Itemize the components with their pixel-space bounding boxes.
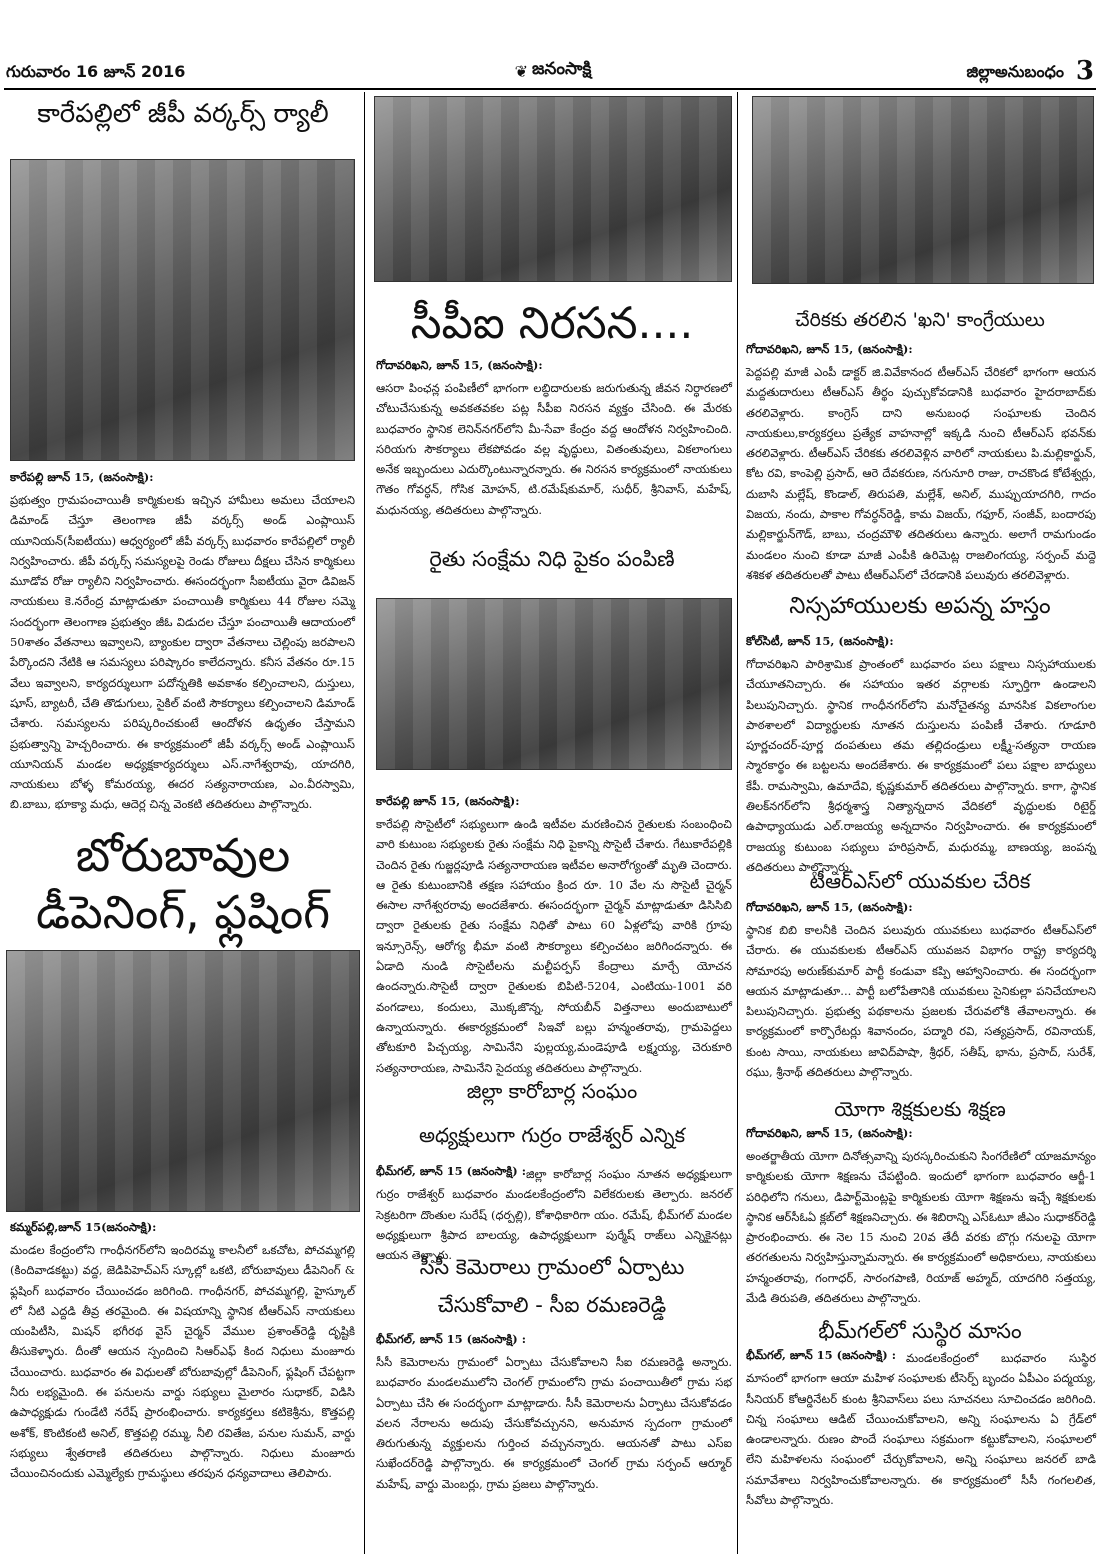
article-body: స్థానిక బిబి కాలనీకి చెందిన పలువురు యువకులు బుధవారం టీఆర్ఎస్‌లో చేరారు. ఈ యువకులకు టీఆర్ఎస్ యువజన విభాగం రాష్ట్ర కార్యదర్శి సోమారపు అరుణ్‌కుమార్ పార్టీ కండువా కప్పి ఆహ్వానించారు. ఈ సందర్భంగా ఆయన మాట్లాడుతూ... పార్టీ బలోపేతానికి యువకులు సైనికుల్లా పనిచేయాలని పిలుపునిచ్చారు. ప్రభుత్వ పథకాలను ప్రజలకు చేరువలోకి తేవాలన్నారు. ఈ కార్యక్రమంలో కార్పొరేటర్లు శివానందం, పద్మారి రవి, సత్యప్రసాద్, రవినాయక్, కుంట సాయి, నాయకులు జావిద్‌పాషా, శ్రీధర్, సతీష్, భాను, ప్రసాద్, సురేశ్, రఘు, శ్రీనాథ్ తదితరులు పాల్గొన్నారు.	[746, 923, 1096, 1080]
article-body: మండల కేంద్రంలోని గాంధీనగర్‌లోని ఇందిరమ్మ కాలనీలో ఒకచోట, పోచమ్మగల్లి (కిందివాడకట్టు) వద్ద, జెడిపిహెచ్ఎస్ స్కూల్లో ఒకటి, బోరుబావులు డీపెనింగ్ & ఫ్లషింగ్ బుధవారం చేయించడం జరిగింది. గాంధీనగర్, పోచమ్మగల్లి, హైస్కూల్ లో నీటి ఎద్దడి తీవ్ర తరమైంది. ఈ విషయాన్ని స్థానిక టీఆర్ఎస్ నాయకులు యంపిటీసి, మిషన్ భగీరథ వైస్ చైర్మన్ వేముల ప్రశాంత్‌రెడ్డి దృష్టికి తీసుకెళ్ళారు. దీంతో ఆయన స్పందించి సిఆర్ఎఫ్ కింద నిధులు మంజూరు చేయించారు. బుధవారం ఈ విధులతో బోరుబావుల్లో డీపెనింగ్, ఫ్లషింగ్ చేపట్టగా నీరు లభ్యమైంది. ఈ పనులను వార్డు సభ్యులు మైలారం సుధాకర్, విడిసి ఉపాధ్యక్షుడు గుండేటి నరేష్ ప్రారంభించారు. కార్యకర్తలు కటికెశ్రీను, కొత్తపల్లి అశోక్, కొంటికంటి అనిల్, కొత్తపల్లి రమ్ము, నీలి రవితేజ, పనుల సుమన్, వార్డు సభ్యులు శ్వేతరాణి తదితరులు పాల్గొన్నారు. నిధులు మంజూరు చేయించినందుకు ఎమ్మెల్యేకు గ్రామస్థులు తరపున ధన్యవాదాలు తెలిపారు.	[10, 1243, 355, 1481]
dateline: గోదావరిఖని, జూన్ 15, (జనంసాక్షి):	[746, 900, 913, 914]
article-body: పెద్దపల్లి మాజీ ఎంపీ డాక్టర్ జి.వివేకానంద టీఆర్ఎస్ చేరికలో భాగంగా ఆయన మద్దతుదారులు టీఆర్ఎస్ తీర్థం పుచ్చుకోవడానికి బుధవారం హైదరాబాద్‌కు తరలివెళ్లారు. కాంగ్రెస్ దాని అనుబంధ సంఘాలకు చెందిన నాయకులు,కార్యకర్తలు ప్రత్యేక వాహనాల్లో ఇక్కడి నుంచి టీఆర్ఎస్ భవన్‌కు తరలివెళ్లారు. టీఆర్ఎస్ చేరికకు తరలివెళ్లిన వారిలో నాయకులు పి.మల్లికార్జున్, కోట రవి, కాంపెల్లి ప్రసాద్, ఆరె దేవకరుణ, నగునూరి రాజు, రాచకొండ కోటేశ్వర్లు, దుబాసి మల్లేష్, కొండాల్, తిరుపతి, మల్లేశ్, అనిల్, ముప్పుయాదగిరి, గాదం విజయ, నందు, పాకాల గోవర్ధన్‌రెడ్డి, కామ విజయ్, గఫూర్, సంజీవ్, బందారపు మల్లికార్జున్‌గౌడ్, బాబు, చంద్రమౌళి తదితరులు ఉన్నారు. అలాగే రామగుండం మండలం నుంచి కూడా మాజీ ఎంపీకి ఉరిమెట్ల రాజలింగయ్య, సర్పంచ్ మద్దె శశికళ తదితరులతో పాటు టీఆర్ఎస్‌లో చేరడానికి పలువురు తరలివెళ్లారు.	[746, 365, 1096, 582]
dateline: భీమ్‌గల్, జూన్ 15 (జనంసాక్షి) :	[746, 1348, 896, 1362]
dateline: భీమ్‌గల్, జూన్ 15 (జనంసాక్షి) :	[376, 1164, 526, 1178]
headline-gp-workers-rally: కారేపల్లిలో జీపీ వర్కర్స్ ర్యాలీ	[37, 99, 329, 129]
headline-borewells-line1: బోరుబావుల	[75, 828, 291, 882]
photo-congress-leaders	[752, 96, 1094, 284]
headline-cpi-protest: సీపీఐ నిరసన....	[410, 298, 694, 349]
dateline: భీమ్‌గల్, జూన్ 15 (జనంసాక్షి) :	[376, 1332, 526, 1346]
headline-borewells-line2: డీపెనింగ్, ఫ్లషింగ్	[35, 885, 331, 939]
photo-borewell	[6, 950, 360, 1212]
dateline: కారేపల్లి జూన్ 15, (జనంసాక్షి):	[376, 794, 520, 808]
headline-sustainable-month: భీమ్‌గల్‌లో సుస్థిర మాసం	[818, 1319, 1022, 1343]
headline-karobar-union-line1: జిల్లా కారోబార్ల సంఘం	[466, 1079, 638, 1103]
article-body: అంతర్జాతీయ యోగా దినోత్సవాన్ని పురస్కరించుకుని సింగరేణిలో యాజమాన్యం కార్మికులకు యోగా శిక్షణను చేపట్టింది. ఇందులో భాగంగా బుధవారం ఆర్జీ-1 పరిధిలోని గనులు, డిపార్ట్‌మెంట్లపై కార్మికులకు యోగా శిక్షణను ఇచ్చే శిక్షకులకు స్థానిక ఆర్‌సీఓఏ క్లబ్‌లో శిక్షణనిచ్చారు. ఈ శిబిరాన్ని ఎస్‌ఓటూ జీఎం సుధాకర్‌రెడ్డి ప్రారంభించారు. ఈ నెల 15 నుంచి 20వ తేదీ వరకు బొగ్గు గనులపై యోగా తరగతులను నిర్వహిస్తున్నామన్నారు. ఈ కార్యక్రమంలో అధికారులు, నాయకులు హన్మంతరావు, గంగాధర్, సారంగపాణి, రియాజ్ అహ్మద్, యాదగిరి సత్తయ్య, మేడి తిరుపతి, తదితరులు పాల్గొన్నారు.	[746, 1149, 1096, 1306]
article-body: మండలకేంద్రంలో బుధవారం సుస్థిర మాసంలో భాగంగా ఆయా మహిళ సంఘాలకు టీసెర్ప్ బృందం ఏపీఎం పద్మయ్య, సీనియర్ కోఆర్డినేటర్ కుంట శ్రీనివాస్‌లు పలు సూచనలు సూచించడం జరిగింది. చిన్న సంఘాలు ఆడిట్ చేయించుకోవాలని, అన్ని సంఘాలను ఏ గ్రేడ్‌లో ఉండాలన్నారు. రుణం పొందే సంఘాలు సక్రమంగా కట్టుకోవాలని, సంఘాలలో లేని మహిళలను సంఘంలో చేర్చుకోవాలని, అన్ని సంఘాలు జనరల్ బాడి సమావేశాలు నిర్వహించుకోవాలన్నారు. ఈ కార్యక్రమంలో సీసీ గంగలలిత, సీవోలు పాల్గొన్నారు.	[746, 1351, 1096, 1508]
article-body: సీసీ కెమెరాలను గ్రామంలో ఏర్పాటు చేసుకోవాలని సీఐ రమణరెడ్డి అన్నారు. బుధవారం మండలములోని చెంగల్ గ్రామంలోని గ్రామ పంచాయితీలో గ్రామ సభ ఏర్పాటు చేసి ఈ సందర్భంగా మాట్లాడారు. సీసీ కెమెరాలను ఏర్పాటు చేసుకోవడం వలన నేరాలను అదుపు చేసుకోవచ్చునని, అనుమాన స్పదంగా గ్రామంలో తిరుగుతున్న వ్యక్తులను గుర్తించ వచ్చునన్నారు. ఆయనతో పాటు ఎస్ఐ సుఖేందర్‌రెడ్డి పాల్గొన్నారు. ఈ కార్యక్రమంలో చెంగల్ గ్రామ సర్పంచ్ ఆర్మూర్ మహేష్, వార్డు మెంబర్లు, గ్రామ ప్రజలు పాల్గొన్నారు.	[376, 1355, 732, 1491]
headline-karobar-union-line2: అధ్యక్షులుగా గుర్రం రాజేశ్వర్ ఎన్నిక	[418, 1123, 686, 1147]
column-divider	[737, 92, 738, 1554]
section-name: జిల్లాఅనుబంధం	[966, 62, 1064, 81]
dateline: గోదావరిఖని, జూన్ 15, (జనంసాక్షి):	[746, 342, 913, 356]
leaf-icon: ❦	[514, 61, 528, 81]
column-divider	[364, 92, 365, 1554]
article-body: జిల్లా కారోబార్ల సంఘం నూతన అధ్యక్షులుగా గుర్రం రాజేశ్వర్ బుధవారం మండలకేంద్రంలోని విలేకరులకు తెల్పారు. జనరల్ సెక్రటరిగా దొంతుల సురేష్ (ధర్పల్లి), కోశాధికారిగా యం. రమేష్, భీమ్‌గల్ మండల అధ్యక్షులుగా శ్రీపాద బాలయ్య, ఉపాధ్యక్షులుగా పుర్మేష్ రాజ్‌లు ఎన్నికైనట్లు ఆయన తెల్పారు.	[376, 1167, 732, 1263]
photo-rally	[10, 159, 355, 461]
article-body: ఆసరా పింఛన్ల పంపిణీలో భాగంగా లబ్ధిదారులకు జరుగుతున్న జీవన నిర్ధారణలో చోటుచేసుకున్న అవకతవకల పట్ల సీపీఐ నిరసన వ్యక్తం చేసింది. ఈ మేరకు బుధవారం స్థానిక లెనిన్‌నగర్‌లోని మీ-సేవా కేంద్రం వద్ద ఆందోళన నిర్వహించింది. సరియగు సౌకర్యాలు లేకపోవడం వల్ల వృద్ధులు, వితంతువులు, వికలాంగులు అనేక ఇబ్బందులు ఎదుర్కొంటున్నారన్నారు. ఈ నిరసన కార్యక్రమంలో నాయకులు గౌతం గోవర్ధన్, గోసిక మోహన్, టి.రమేష్‌కుమార్, సుధీర్, శ్రీనివాస్, మహేష్, మధునయ్య, తదితరులు పాల్గొన్నారు.	[376, 381, 732, 517]
page-number: 3	[1075, 56, 1094, 86]
dateline: గోదావరిఖని, జూన్ 15, (జనంసాక్షి):	[376, 358, 543, 372]
dateline: కోల్‌సిటీ, జూన్ 15, (జనంసాక్షి):	[746, 634, 894, 648]
issue-date: గురువారం 16 జూన్ 2016	[6, 62, 186, 81]
dateline: గోదావరిఖని, జూన్ 15, (జనంసాక్షి):	[746, 1126, 913, 1140]
article-body: గోదావరిఖని పారిశ్రామిక ప్రాంతంలో బుధవారం పలు పక్షాలు నిస్సహాయులకు చేయూతనిచ్చారు. ఈ సహాయం ఇతర వర్గాలకు స్ఫూర్తిగా ఉండాలని పిలుపునిచ్చారు. స్థానిక గాంధీనగర్‌లోని మనోచైతన్య మానసిక వికలాంగుల పాఠశాలలో విద్యార్థులకు నూతన దుస్తులను పంపిణీ చేశారు. గూడూరి పూర్ణచందర్-పూర్ణ దంపతులు తమ తల్లిదండ్రులు లక్ష్మీ-సత్యనా రాయణ స్మారకార్థం ఈ బట్టలను అందజేశారు. ఈ కార్యక్రమంలో పలు పక్షాల బాధ్యులు కేపీ. రామస్వామి, ఉమాదేవి, కృష్ణకుమార్ తదితరులు పాల్గొన్నారు. కాగా, స్థానిక తిలక్‌నగర్‌లోని శ్రీధర్మశాస్త్ర నిత్యాన్నదాన వేదికలో వృద్ధులకు రిటైర్డ్ ఉపాధ్యాయుడు ఎల్.రాజయ్య అన్నదానం నిర్వహించారు. ఈ కార్యక్రమంలో రాజయ్య కుటుంబ సభ్యులు హరిప్రసాద్, మధురమ్మ, బాణయ్య, జంపన్న తదితరులు పాల్గొన్నారు.	[746, 657, 1096, 874]
headline-cc-cameras-line1: సీసీ కెమెరాలు గ్రామంలో ఏర్పాటు	[419, 1255, 685, 1279]
logo-text: జనంసాక్షి	[532, 59, 592, 79]
newspaper-logo	[498, 56, 608, 86]
article-body: ప్రభుత్వం గ్రామపంచాయితీ కార్మికులకు ఇచ్చిన హామీలు అమలు చేయాలని డిమాండ్ చేస్తూ తెలంగాణ జీపీ వర్కర్స్ అండ్ ఎంప్లాయిస్ యూనియన్(సీఐటీయు) ఆధ్వర్యంలో జీపీ వర్కర్స్ బుధవారం కారేపల్లిలో ర్యాలీ నిర్వహించారు. జీపీ వర్కర్స్ సమస్యలపై రెండు రోజులు దీక్షలు చేసిన కార్మికులు మూడోవ రోజు ర్యాలీని నిర్వహించారు. ఈసందర్భంగా సీఐటీయు వైరా డివిజన్ నాయకులు కె.నరేంద్ర మాట్లాడుతూ పంచాయితీ కార్మికులు 44 రోజుల సమ్మె సందర్భంగా తెలంగాణ ప్రభుత్వం జీఓ విడుదల చేస్తూ పంచాయితీ ఆదాయంలో 50శాతం వేతనాలు ఇవ్వాలని, బ్యాంకుల ద్వారా వేతనాలు చెల్లింపు జరపాలని పేర్కొందని నేటికి ఆ సమస్యలు పరిష్కారం కాలేదన్నారు. కనీస వేతనం రూ.15 వేలు ఇవ్వాలని, కార్యదర్శులుగా పదోన్నతికి అవకాశం కల్పించాలని, దుస్తులు, షూస్, బ్యాటరీ, చేతి తొడుగులు, సైకిల్ వంటి సౌకర్యాలు కల్పించాలని డిమాండ్ చేశారు. సమస్యలను పరిష్కరించకుంటే ఆందోళన ఉధృతం చేస్తామని ప్రభుత్వాన్ని హెచ్చరించారు. ఈ కార్యక్రమంలో జీపీ వర్కర్స్ అండ్ ఎంప్లాయిస్ యూనియన్ మండల అధ్యక్షకార్యదర్శులు ఎస్.నాగేశ్వరావు, యాదగిరి, నాయకులు బోళ్ళ కోమరయ్య, ఈదర సత్యనారాయణ, ఎం.వీరస్వామి, బి.బాబు, భూక్యా మధు, ఆదెర్ల చిన్న వెంకటి తదితరులు పాల్గొన్నారు.	[10, 493, 355, 812]
headline-khani-congress: చేరికకు తరలిన 'ఖని' కాంగ్రేయులు	[795, 309, 1045, 331]
headline-yoga-training: యోగా శిక్షకులకు శిక్షణ	[834, 1097, 1006, 1121]
photo-cpi-protest	[374, 96, 732, 282]
dateline: కారేపల్లి జూన్ 15, (జనంసాక్షి):	[10, 470, 154, 484]
headline-cc-cameras-line2: చేసుకోవాలి - సీఐ రమణరెడ్డి	[437, 1293, 667, 1317]
masthead-rule	[4, 88, 1096, 90]
headline-helping-hand: నిస్సహాయులకు అపన్న హస్తం	[789, 593, 1051, 619]
article-body: కారేపల్లి సొసైటీలో సభ్యులుగా ఉండి ఇటీవల మరణించిన రైతులకు సంబంధించి వారి కుటుంబ సభ్యులకు రైతు సంక్షేమ నిధి పైకాన్ని సొసైటీ చేశారు. గేటుకారేపల్లికి చెందిన రైతు గుజ్జర్లపూడి సత్యనారాయణ ఇటీవల అనారోగ్యంతో మృతి చెందారు. ఆ రైతు కుటుంబానికి తక్షణ సహాయం క్రింద రూ. 10 వేల ను సొసైటీ చైర్మన్ ఈసాల నాగేశ్వరరావు అందజేశారు. ఈసందర్భంగా చైర్మన్ మాట్లాడుతూ డిసిసిబి ద్వారా రైతులకు రైతు సంక్షేమ నిధితో పాటు 60 ఏళ్లలోపు వారికి గ్రూపు ఇన్సూరెన్స్, ఆరోగ్య భీమా వంటి సౌకర్యాలు కల్పించటం జరిగిందన్నారు. ఈ ఏడాది నుండి సొసైటీలను మల్టీపర్పస్ కేంద్రాలు మార్చే యోచన ఉందన్నారు.సొసైటీ ద్వారా రైతులకు బిపిటి-5204, ఎంటియు-1001 వరి వంగడాలు, కందులు, మొక్కజొన్న, సోయబీన్ విత్తనాలు అందుబాటులో ఉన్నాయన్నారు. ఈకార్యక్రమంలో సిఇవో బల్లు హన్మంతరావు, గ్రామపెద్దలు తోటకూరి పిచ్చయ్య, సామినేని పుల్లయ్య,మండెపూడి లక్ష్మయ్య, చెరుకూరి సత్యనారాయణ, సామినేని సైదయ్య తదితరులు పాల్గొన్నారు.	[376, 817, 732, 1075]
headline-trs-youth-joining: టీఆర్ఎస్‌లో యువకుల చేరిక	[809, 869, 1031, 893]
photo-fund-distribution	[376, 598, 732, 770]
headline-farmer-welfare-fund: రైతు సంక్షేమ నిధి పైకం పంపిణి	[429, 547, 675, 571]
dateline: కమ్మర్‌పల్లి,జూన్ 15(జనంసాక్షి):	[10, 1220, 157, 1234]
